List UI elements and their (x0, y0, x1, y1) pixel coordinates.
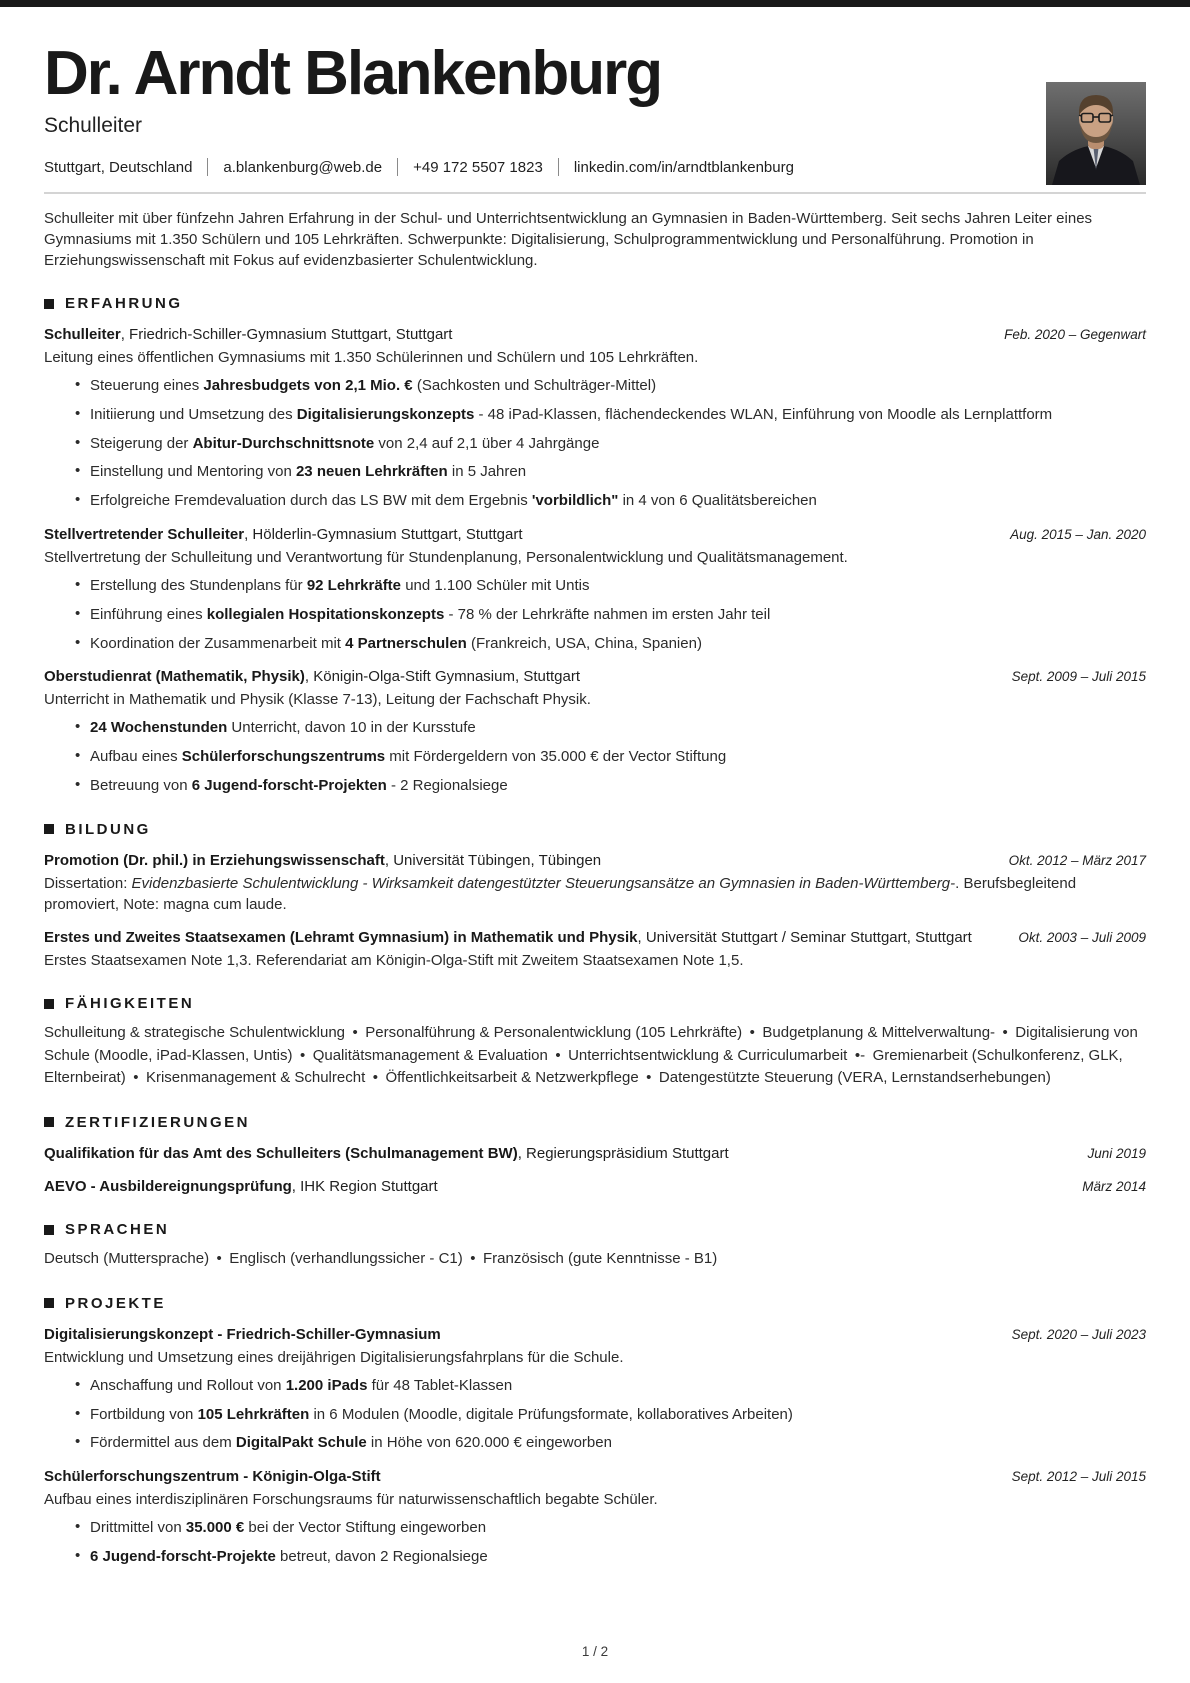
entry-title-bold: Erstes und Zweites Staatsexamen (Lehramt Gymnasium) in Mathematik und Physik (44, 928, 638, 946)
entry-description: Entwicklung und Umsetzung eines dreijährigen Digitalisierungsfahrplans für die Schule. (44, 1349, 624, 1367)
entry-description: Leitung eines öffentlichen Gymnasiums mit 1.350 Schülerinnen und Schülern und 105 Lehrkräften. (44, 349, 699, 367)
section-projekte (44, 1295, 1146, 1568)
bullet-item: • Betreuung von 6 Jugend-forscht-Projekten - 2 Regionalsiege (44, 776, 1146, 797)
contact-item: linkedin.com/in/arndtblankenburg (573, 158, 794, 176)
bullet-item: • Steuerung eines Jahresbudgets von 2,1 Mio. € (Sachkosten und Schulträger-Mittel) (44, 376, 1146, 397)
section-heading-erfahrung: ERFAHRUNG (44, 295, 1146, 312)
bullet-item: • Fördermittel aus dem DigitalPakt Schule in Höhe von 620.000 € eingeworben (44, 1433, 1146, 1454)
bullet-list (44, 718, 1146, 796)
header (44, 41, 1146, 176)
page-number: 1 / 2 (581, 1644, 609, 1659)
entry-date: Feb. 2020 – Gegenwart (1004, 327, 1146, 343)
entry-title-bold: Digitalisierungskonzept - Friedrich-Schiller-Gymnasium (44, 1325, 441, 1343)
bullet-list (44, 576, 1146, 654)
entry-title-bold: Stellvertretender Schulleiter (44, 525, 245, 543)
section-faehigkeiten (44, 995, 1146, 1090)
section-erfahrung (44, 295, 1146, 796)
bullet-list (44, 1376, 1146, 1454)
entry-title-bold: Schulleiter (44, 326, 121, 344)
entry-description: Stellvertretung der Schulleitung und Verantwortung für Stundenplanung, Personalentwicklung und Qualitätsmanagement. (44, 549, 848, 567)
bullet-item: • 6 Jugend-forscht-Projekte betreut, davon 2 Regionalsiege (44, 1547, 1146, 1568)
entry-date: Okt. 2003 – Juli 2009 (1018, 929, 1146, 945)
faehigkeiten-text: Schulleitung & strategische Schulentwicklung • Personalführung & Personalentwicklung (105 Lehrkräfte) • Budgetplanung & Mittelverwaltung- • Digitalisierung von Schule (Moodle, iPad-Klassen, Untis) • Qualitätsmanagement & Evaluation • Unterrichtsentwicklung & Curriculumarbeit •- Gremienarbeit (Schulkonferenz, GLK, Elternbeirat) • Krisenmanagement & Schulrecht • Öffentlichkeitsarbeit & Netzwerkpflege • Datengestützte Steuerung (VERA, Lernstandserhebungen) (44, 1024, 1138, 1087)
entry-title: Sept. 2009 – Juli 2015 Oberstudienrat (Mathematik, Physik), Königin-Olga-Stift Gymnasium, Stuttgart (44, 666, 1146, 687)
bullet-item: • Fortbildung von 105 Lehrkräften in 6 Modulen (Moodle, digitale Prüfungsformate, kollaboratives Arbeiten) (44, 1405, 1146, 1426)
entry-description: Erstes Staatsexamen Note 1,3. Referendariat am Königin-Olga-Stift mit Zweitem Staatsexamen Note 1,5. (44, 952, 744, 970)
bullet-item: • Initiierung und Umsetzung des Digitalisierungskonzepts - 48 iPad-Klassen, flächendeckendes WLAN, Einführung von Moodle als Lernplattform (44, 405, 1146, 426)
portrait-illustration (1046, 82, 1146, 185)
section-zertifizierungen (44, 1114, 1146, 1198)
entry-title-bold: AEVO - Ausbildereignungsprüfung (44, 1177, 292, 1195)
section-heading-zertifizierungen: ZERTIFIZIERUNGEN (44, 1114, 1146, 1131)
bullet-item: • Koordination der Zusammenarbeit mit 4 Partnerschulen (Frankreich, USA, China, Spanien) (44, 634, 1146, 655)
entry-title-bold: Oberstudienrat (Mathematik, Physik) (44, 668, 305, 686)
entry-description: Aufbau eines interdisziplinären Forschungsraums für naturwissenschaftlich begabte Schüler. (44, 1491, 658, 1509)
entry-title: Okt. 2012 – März 2017 Promotion (Dr. phil.) in Erziehungswissenschaft, Universität Tübingen, Tübingen (44, 850, 1146, 871)
entry-title (44, 1324, 1146, 1345)
bullet-item: • Anschaffung und Rollout von 1.200 iPads für 48 Tablet-Klassen (44, 1376, 1146, 1397)
entry-title: Aug. 2015 – Jan. 2020 Stellvertretender Schulleiter, Hölderlin-Gymnasium Stuttgart, Stuttgart (44, 524, 1146, 545)
person-name: Dr. Arndt Blankenburg (44, 39, 662, 108)
entry-title (44, 1466, 1146, 1487)
bullet-item: • Einstellung und Mentoring von 23 neuen Lehrkräften in 5 Jahren (44, 462, 1146, 483)
contact-separator (397, 158, 398, 176)
bullet-item: • Aufbau eines Schülerforschungszentrums mit Fördergeldern von 35.000 € der Vector Stiftung (44, 747, 1146, 768)
person-job-title: Schulleiter (44, 114, 143, 138)
contact-item: a.blankenburg@web.de (223, 158, 383, 176)
entry-date: Sept. 2012 – Juli 2015 (1011, 1469, 1146, 1485)
resume-page (0, 41, 1190, 1568)
entry-title: Juni 2019 Qualifikation für das Amt des Schulleiters (Schulmanagement BW), Regierungspräsidium Stuttgart (44, 1143, 1146, 1164)
entry-description: Dissertation: Evidenzbasierte Schulentwicklung - Wirksamkeit datengestützter Steuerungsansätze an Gymnasien in Baden-Württemberg-. Berufsbegleitend promoviert, Note: magna cum laude. (44, 874, 1077, 913)
top-accent-bar (0, 0, 1190, 7)
contact-row (44, 158, 1146, 176)
entry-title-bold: Promotion (Dr. phil.) in Erziehungswissenschaft (44, 851, 385, 869)
resume-sections (44, 295, 1146, 1568)
entry-date: Okt. 2012 – März 2017 (1008, 852, 1146, 868)
section-heading-sprachen: SPRACHEN (44, 1221, 1146, 1238)
entry-date: Sept. 2020 – Juli 2023 (1011, 1326, 1146, 1342)
entry-description: Unterricht in Mathematik und Physik (Klasse 7-13), Leitung der Fachschaft Physik. (44, 691, 591, 709)
contact-separator (207, 158, 208, 176)
section-heading-bildung: BILDUNG (44, 821, 1146, 838)
entry-date: März 2014 (1082, 1178, 1146, 1194)
entry-title: Feb. 2020 – Gegenwart Schulleiter, Friedrich-Schiller-Gymnasium Stuttgart, Stuttgart (44, 324, 1146, 345)
entry-title: Okt. 2003 – Juli 2009 Erstes und Zweites Staatsexamen (Lehramt Gymnasium) in Mathematik und Physik, Universität Stuttgart / Seminar Stuttgart, Stuttgart (44, 927, 1146, 948)
section-sprachen (44, 1221, 1146, 1271)
entry-title-bold: Qualifikation für das Amt des Schulleiters (Schulmanagement BW) (44, 1144, 518, 1162)
bullet-item: • Erstellung des Stundenplans für 92 Lehrkräfte und 1.100 Schüler mit Untis (44, 576, 1146, 597)
contact-item: +49 172 5507 1823 (413, 158, 543, 176)
entry-title: März 2014 AEVO - Ausbildereignungsprüfung, IHK Region Stuttgart (44, 1176, 1146, 1197)
bullet-list (44, 1518, 1146, 1567)
sprachen-text: Deutsch (Muttersprache) • Englisch (verhandlungssicher - C1) • Französisch (gute Kenntnisse - B1) (44, 1250, 718, 1268)
header-divider (44, 192, 1146, 194)
bullet-item: • Erfolgreiche Fremdevaluation durch das LS BW mit dem Ergebnis 'vorbildlich" in 4 von 6 Qualitätsbereichen (44, 491, 1146, 512)
summary-paragraph: Schulleiter mit über fünfzehn Jahren Erfahrung in der Schul- und Unterrichtsentwicklung an Gymnasien in Baden-Württemberg. Seit sechs Jahren Leiter eines Gymnasiums mit 1.350 Schülern und 105 Lehrkräften. Schwerpunkte: Digitalisierung, Schulprogrammentwicklung und Personalführung. Promotion in Erziehungswissenschaft mit Fokus auf evidenzbasierter Schulentwicklung. (44, 210, 1093, 270)
section-bildung (44, 821, 1146, 972)
bullet-item: • Drittmittel von 35.000 € bei der Vector Stiftung eingeworben (44, 1518, 1146, 1539)
entry-date: Juni 2019 (1087, 1145, 1146, 1161)
section-heading-projekte: PROJEKTE (44, 1295, 1146, 1312)
entry-title-bold: Schülerforschungszentrum - Königin-Olga-Stift (44, 1468, 381, 1486)
entry-date: Sept. 2009 – Juli 2015 (1011, 669, 1146, 685)
bullet-item: • Einführung eines kollegialen Hospitationskonzepts - 78 % der Lehrkräfte nahmen im ersten Jahr teil (44, 605, 1146, 626)
contact-separator (558, 158, 559, 176)
section-heading-faehigkeiten: FÄHIGKEITEN (44, 995, 1146, 1012)
entry-date: Aug. 2015 – Jan. 2020 (1010, 526, 1146, 542)
bullet-list (44, 376, 1146, 511)
profile-photo (1046, 82, 1146, 185)
contact-item: Stuttgart, Deutschland (44, 158, 193, 176)
bullet-item: • 24 Wochenstunden Unterricht, davon 10 in der Kursstufe (44, 718, 1146, 739)
bullet-item: • Steigerung der Abitur-Durchschnittsnote von 2,4 auf 2,1 über 4 Jahrgänge (44, 434, 1146, 455)
